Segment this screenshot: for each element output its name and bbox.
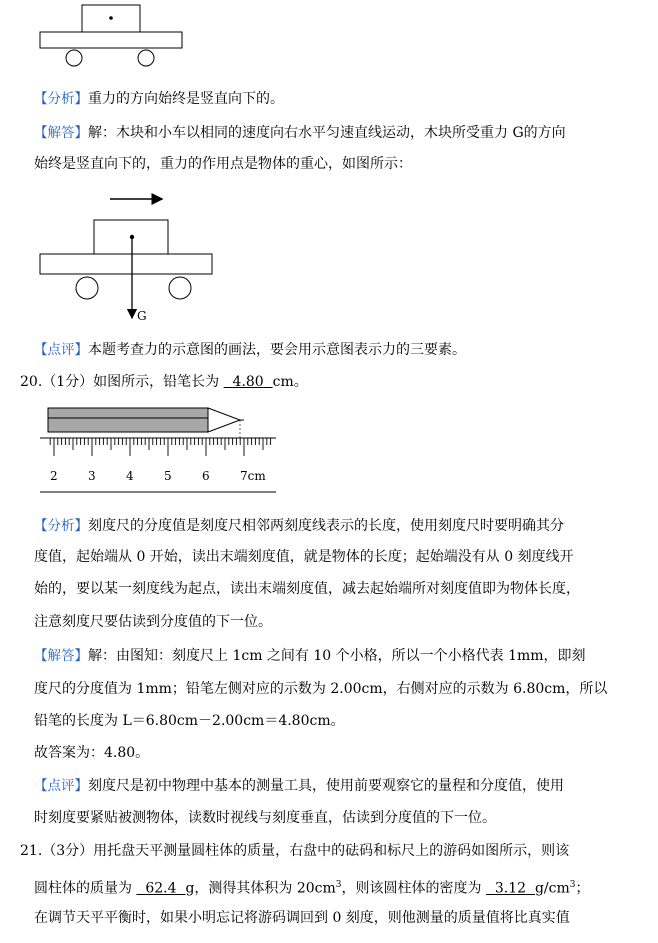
q20-answer-1: 【解答】解：由图知：刻度尺上 1cm 之间有 10 个小格，所以一个小格代表 1mm，即刻	[34, 648, 586, 664]
analysis-tag: 【分析】	[34, 518, 88, 534]
s19-comment: 【点评】本题考查力的示意图的画法，要会用示意图表示力的三要素。	[34, 342, 466, 358]
s19-answer-2: 始终是竖直向下的，重力的作用点是物体的重心，如图所示：	[34, 156, 412, 172]
wheel-left	[66, 50, 82, 66]
cart-body	[40, 32, 182, 48]
s19-answer-1: 【解答】解：木块和小车以相同的速度向右水平匀速直线运动，木块所受重力 G的方向	[34, 125, 566, 141]
q20-comment-2: 时刻度要紧贴被测物体，读数时视线与刻度垂直，估读到分度值的下一位。	[34, 810, 496, 826]
wheel-right	[169, 277, 191, 299]
q21-line-2: 圆柱体的质量为 62.4 g，测得其体积为 $20cm^3$，则该圆柱体的密度为 3.12 $g/cm^3$；	[34, 880, 590, 897]
answer-blank: 4.80	[232, 374, 264, 390]
q21-line-1: 21.（3分）用托盘天平测量圆柱体的质量，右盘中的砝码和标尺上的游码如图所示，则该	[20, 843, 570, 859]
gravity-figure	[36, 188, 216, 326]
q20-final-answer: 故答案为：4.80。	[34, 745, 150, 761]
ruler-label: 3	[88, 469, 96, 483]
ruler-label: 4	[126, 469, 134, 483]
block-on-cart-figure	[36, 2, 186, 68]
q20-analysis-3: 始的，要以某一刻度线为起点，读出末端刻度值，减去起始端所对刻度值即为物体长度，	[34, 581, 580, 597]
ruler-figure	[36, 404, 280, 498]
block-center-dot	[109, 16, 113, 20]
q20-analysis-1: 【分析】刻度尺的分度值是刻度尺相邻两刻度线表示的长度，使用刻度尺时要明确其分	[34, 518, 564, 534]
s19-analysis: 【分析】重力的方向始终是竖直向下的。	[34, 91, 284, 107]
ruler-label: 7cm	[240, 469, 266, 483]
pencil-body-top	[48, 408, 208, 418]
gravity-label: G	[137, 309, 147, 323]
analysis-tag: 【分析】	[34, 91, 88, 107]
ruler-label: 6	[202, 469, 210, 483]
q20-comment-1: 【点评】刻度尺是初中物理中基本的测量工具，使用前要观察它的量程和分度值，使用	[34, 778, 564, 794]
q20-question: 20.（1分）如图所示，铅笔长为 4.80 cm。	[20, 374, 308, 390]
answer-tag: 【解答】	[34, 125, 88, 141]
ruler-label: 2	[50, 469, 58, 483]
pencil-tip	[208, 408, 240, 432]
ruler-labels	[50, 469, 266, 483]
q20-analysis-4: 注意刻度尺要估读到分度值的下一位。	[34, 614, 272, 630]
ruler-ticks	[50, 438, 270, 456]
q21-line-3: 在调节天平平衡时，如果小明忘记将游码调回到 0 刻度，则他测量的质量值将比真实值	[34, 910, 570, 926]
q20-answer-3: 铅笔的长度为 L＝6.80cm－2.00cm＝4.80cm。	[34, 713, 345, 729]
pencil-body-bottom	[48, 418, 208, 432]
q20-answer-2: 度尺的分度值为 1mm；铅笔左侧对应的示数为 2.00cm，右侧对应的示数为 6.80cm，所以	[34, 681, 608, 697]
ruler-label: 5	[164, 469, 172, 483]
comment-tag: 【点评】	[34, 778, 88, 794]
mass-blank: 62.4	[145, 880, 177, 897]
wheel-right	[138, 50, 154, 66]
density-blank: 3.12	[494, 880, 527, 897]
question-number: 20.	[20, 374, 43, 390]
answer-tag: 【解答】	[34, 648, 88, 664]
cart-body	[40, 254, 212, 274]
question-number: 21.	[20, 843, 43, 859]
wheel-left	[76, 277, 98, 299]
comment-tag: 【点评】	[34, 342, 88, 358]
q20-analysis-2: 度值，起始端从 0 开始，读出末端刻度值，就是物体的长度；起始端没有从 0 刻度线开	[34, 549, 574, 565]
